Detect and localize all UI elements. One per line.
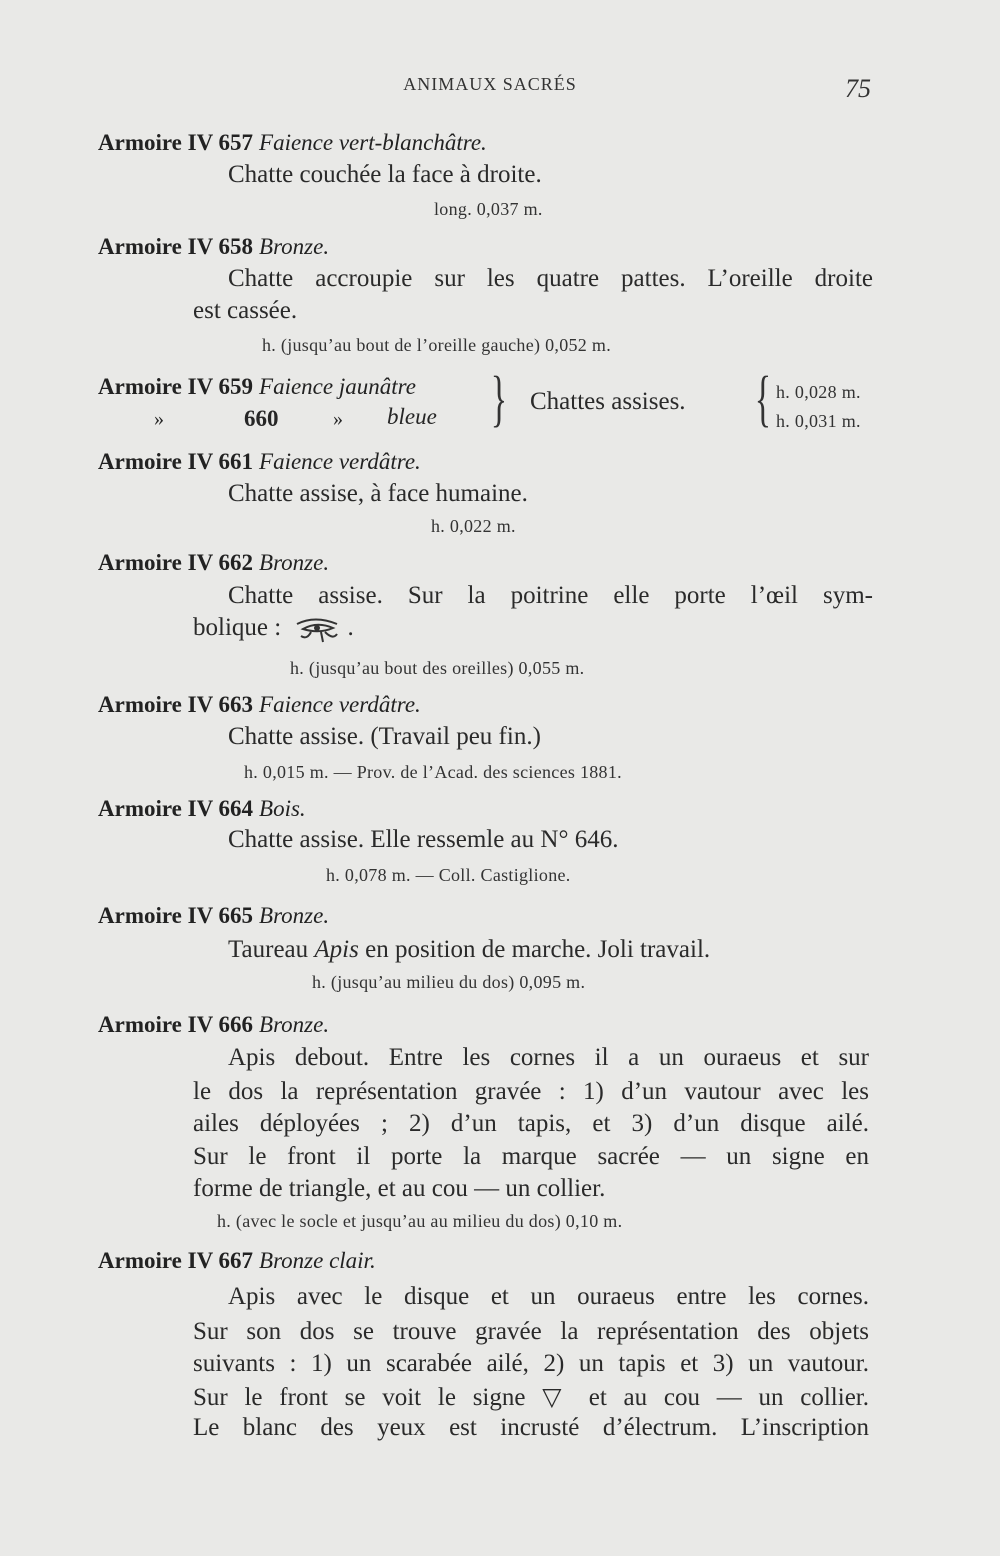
entry-number: Armoire IV 667 — [98, 1248, 254, 1273]
entry-662-measure: h. (jusqu’au bout des oreilles) 0,055 m. — [290, 658, 585, 678]
entry-661-measure: h. 0,022 m. — [431, 516, 516, 536]
entry-659-measure: h. 0,028 m. — [776, 382, 861, 402]
entry-material: Bronze. — [259, 903, 330, 928]
entry-658-heading — [98, 234, 329, 260]
entry-662-text-line: Chatte assise. Sur la poitrine elle porte l’œil sym- — [228, 582, 873, 609]
entry-667-text-line: Le blanc des yeux est incrusté d’électrum. L’inscription — [193, 1414, 869, 1441]
entry-material: Bronze. — [259, 550, 330, 575]
entry-657-measure: long. 0,037 m. — [434, 199, 543, 219]
entry-666-text-line: le dos la représentation gravée : 1) d’un vautour avec les — [193, 1078, 869, 1105]
entry-657-text: Chatte couchée la face à droite. — [228, 161, 542, 188]
entry-667-heading — [98, 1248, 376, 1274]
entry-661-heading — [98, 449, 421, 475]
entry-660-material: bleue — [387, 404, 437, 429]
entry-material: Bronze. — [259, 1012, 330, 1037]
entry-663-text: Chatte assise. (Travail peu fin.) — [228, 723, 541, 750]
entry-number: Armoire IV 663 — [98, 692, 254, 717]
entry-number: Armoire IV 664 — [98, 796, 254, 821]
entry-number: Armoire IV 666 — [98, 1012, 254, 1037]
entry-662-text-line-2: bolique : — [193, 614, 282, 641]
entry-664-measure: h. 0,078 m. — Coll. Castiglione. — [326, 865, 571, 885]
entry-667-text-line: suivants : 1) un scarabée ailé, 2) un tapis et 3) un vautour. — [193, 1350, 869, 1377]
entry-667-text-line: Sur le front se voit le signe ▽ et au cou — un collier. — [193, 1384, 869, 1411]
entry-658-measure: h. (jusqu’au bout de l’oreille gauche) 0,052 m. — [262, 335, 612, 355]
entry-material: Faience jaunâtre — [259, 374, 416, 399]
entry-number: Armoire IV 659 — [98, 374, 254, 399]
entry-659-heading — [98, 374, 416, 400]
entry-661-text: Chatte assise, à face humaine. — [228, 480, 528, 507]
entry-665-text — [228, 936, 710, 964]
entry-number: Armoire IV 662 — [98, 550, 254, 575]
udjat-eye-icon — [293, 614, 345, 644]
ditto-mark: » — [154, 408, 164, 430]
entry-665-text-part-italic: Apis — [314, 936, 359, 963]
entry-665-measure: h. (jusqu’au milieu du dos) 0,095 m. — [312, 972, 586, 992]
entry-665-text-part: en position de marche. Joli travail. — [358, 936, 711, 963]
entry-666-text-line: Sur le front il porte la marque sacrée — un signe en — [193, 1143, 869, 1170]
entry-number: Armoire IV 661 — [98, 449, 254, 474]
entry-material: Bois. — [259, 796, 306, 821]
running-title: ANIMAUX SACRÉS — [403, 74, 577, 94]
entry-662-heading — [98, 550, 329, 576]
page-number: 75 — [845, 74, 871, 103]
entry-666-measure: h. (avec le socle et jusqu’au au milieu du dos) 0,10 m. — [217, 1211, 623, 1231]
entry-number: Armoire IV 658 — [98, 234, 254, 259]
entry-663-measure: h. 0,015 m. — Prov. de l’Acad. des sciences 1881. — [244, 762, 622, 782]
entry-665-heading — [98, 903, 329, 929]
entry-number: Armoire IV 657 — [98, 130, 254, 155]
entry-664-heading — [98, 796, 306, 822]
left-brace: { — [754, 365, 772, 433]
entry-material: Faience verdâtre. — [259, 692, 421, 717]
entry-666-heading — [98, 1012, 329, 1038]
ditto-mark: » — [333, 408, 343, 430]
entry-material: Bronze clair. — [259, 1248, 376, 1273]
right-brace: } — [490, 365, 508, 433]
entry-material: Bronze. — [259, 234, 330, 259]
entry-material: Faience verdâtre. — [259, 449, 421, 474]
entry-667-text-line: Apis avec le disque et un ouraeus entre les cornes. — [228, 1283, 869, 1310]
entry-658-text-line: Chatte accroupie sur les quatre pattes. L’oreille droite — [228, 265, 873, 292]
entry-662-text-line: bolique : . — [193, 614, 354, 644]
entry-664-text: Chatte assise. Elle ressemle au N° 646. — [228, 826, 619, 853]
entry-657-heading — [98, 130, 487, 156]
entry-660-number: 660 — [244, 406, 279, 431]
entry-number: Armoire IV 665 — [98, 903, 254, 928]
entry-666-text-line: Apis debout. Entre les cornes il a un ouraeus et sur — [228, 1044, 869, 1071]
entry-666-text-line: forme de triangle, et au cou — un collier. — [193, 1175, 606, 1202]
entry-660-measure: h. 0,031 m. — [776, 411, 861, 431]
entry-667-text-line: Sur son dos se trouve gravée la représentation des objets — [193, 1318, 869, 1345]
entry-material: Faience vert-blanchâtre. — [259, 130, 487, 155]
entry-666-text-line: ailes déployées ; 2) d’un tapis, et 3) d’un disque ailé. — [193, 1110, 869, 1137]
entry-665-text-part: Taureau — [228, 936, 315, 963]
entry-659-shared-text: Chattes assises. — [530, 388, 686, 415]
entry-658-text-line: est cassée. — [193, 297, 298, 324]
entry-663-heading — [98, 692, 421, 718]
